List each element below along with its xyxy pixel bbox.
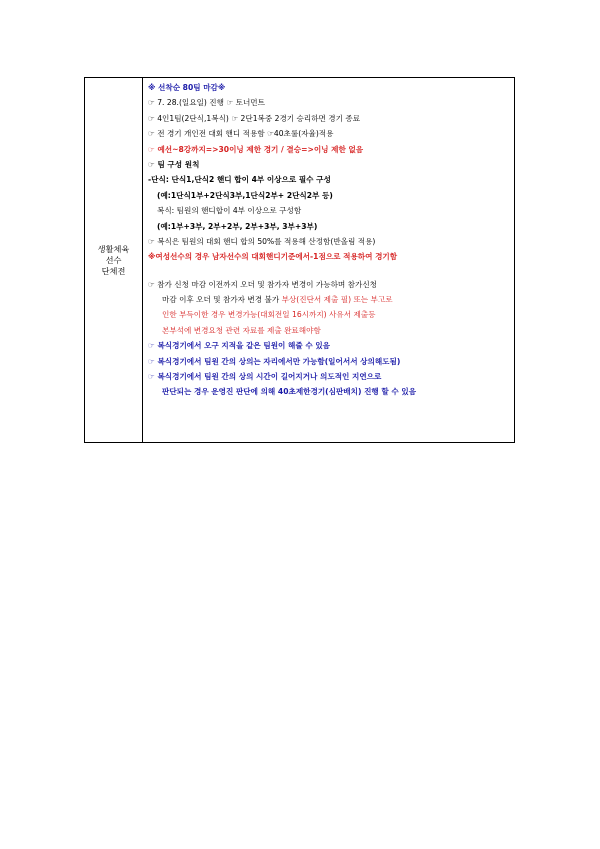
rule-line-highlight: 부상(진단서 제출 필) 또는 부고로 <box>281 295 393 305</box>
rule-line: ※ 선착순 80팀 마감※ <box>148 83 226 92</box>
rule-line: -단식: 단식1,단식2 핸디 합이 4부 이상으로 필수 구성 <box>148 175 331 185</box>
rule-line: ☞ 4인1팀(2단식,1복식) ☞ 2단1복중 2경기 승리하면 경기 종료 <box>148 113 361 123</box>
category-cell <box>85 78 143 442</box>
rule-line: ☞ 팀 구성 원칙 <box>148 159 200 169</box>
rule-line: ☞ 전 경기 개인전 대회 핸디 적용함 ☞40초룰(자율)적용 <box>148 129 334 139</box>
rule-line: ☞ 복식경기에서 오구 지적을 같은 팀원이 해줄 수 있음 <box>148 341 331 351</box>
rule-line: ☞ 7. 28.(일요일) 진행 ☞ 토너먼트 <box>148 98 265 108</box>
rules-table <box>84 77 515 443</box>
rule-line <box>148 292 514 307</box>
rule-line: 인한 부득이한 경우 변경가능(대회전일 16시까지) 사유서 제출등 <box>162 310 376 320</box>
rule-line: ☞ 복식은 팀원의 대회 핸디 합의 50%를 적용해 산정함(반올림 적용) <box>148 236 376 246</box>
spacer <box>148 265 514 277</box>
rule-line: 복식: 팀원의 핸디합이 4부 이상으로 구성함 <box>157 206 302 216</box>
rule-line-text: 마감 이후 오더 및 참가자 변경 불가 <box>162 295 282 305</box>
category-label <box>98 244 130 277</box>
rule-line: ☞ 복식경기에서 팀원 간의 상의 시간이 길어지거나 의도적인 지연으로 <box>148 372 382 382</box>
rule-line: ☞ 복식경기에서 팀원 간의 상의는 자리에서만 가능함(일어서서 상의해도됨) <box>148 356 401 366</box>
category-label-line-3: 단체전 <box>101 265 126 276</box>
rules-cell <box>143 78 514 442</box>
rule-line: ※여성선수의 경우 남자선수의 대회핸디기준에서-1점으로 적용하여 경기함 <box>148 252 398 262</box>
rule-line: ☞ 참가 신청 마감 이전까지 오더 및 참가자 변경이 가능하며 참가신청 <box>148 279 378 289</box>
category-label-line-2: 선수 <box>105 254 122 265</box>
category-label-line-1: 생활체육 <box>97 243 130 254</box>
rule-line: (예:1부+3부, 2부+2부, 2부+3부, 3부+3부) <box>157 221 318 231</box>
rule-line: 본부석에 변경요청 관련 자료를 제출 완료해야함 <box>162 325 321 335</box>
rule-line: 판단되는 경우 운영진 판단에 의해 40초제한경기(심판배치) 진행 할 수 있음 <box>162 387 417 397</box>
rule-line: (예:1단식1부+2단식3부,1단식2부+ 2단식2부 등) <box>157 190 333 200</box>
rule-line: ☞ 예선~8강까지=>30이닝 제한 경기 / 결승=>이닝 제한 없음 <box>148 144 364 154</box>
